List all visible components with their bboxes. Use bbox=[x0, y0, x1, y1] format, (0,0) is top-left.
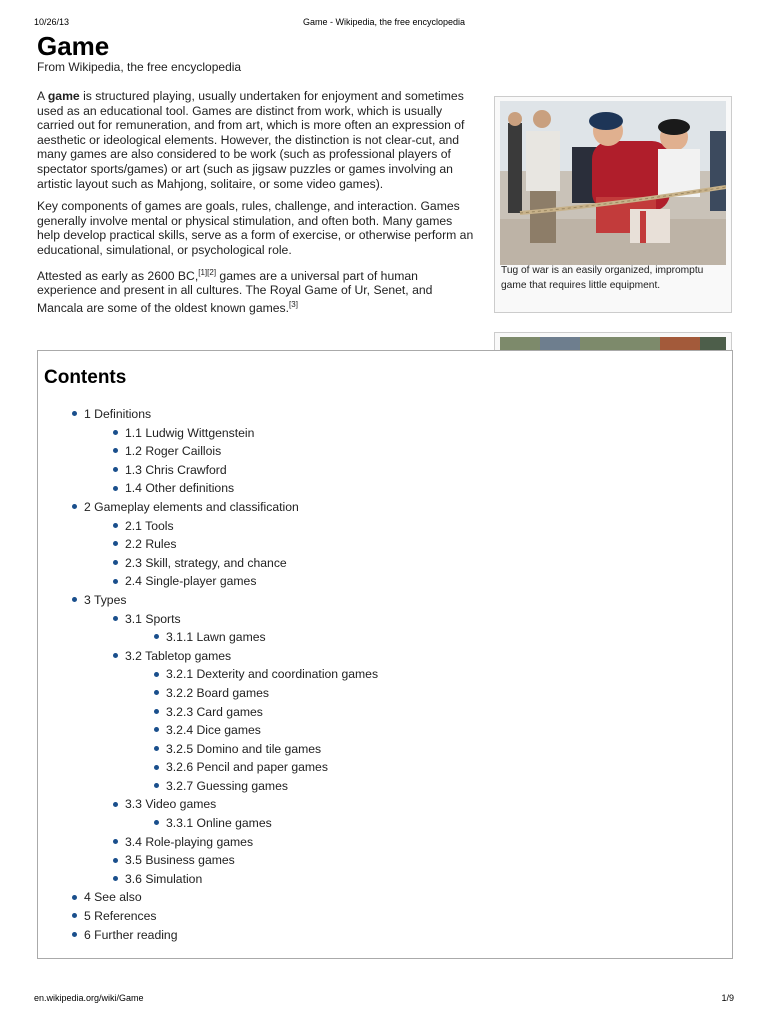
toc-link-label: 1.3 Chris Crawford bbox=[125, 462, 227, 477]
toc-link-label: 3.2.3 Card games bbox=[166, 704, 263, 719]
toc-link[interactable] bbox=[38, 424, 378, 443]
bullet-icon bbox=[113, 448, 118, 453]
table-of-contents bbox=[37, 350, 733, 959]
toc-item bbox=[38, 424, 378, 443]
toc-sublist bbox=[38, 628, 378, 647]
intro-paragraph-2: Key components of games are goals, rules, challenge, and interaction. Games generally involve mental or physical stimulation, and often both. Many games help develop practical skills, serve as a form of exercise, or otherwise perform an educational, simulational, or psychological role. bbox=[37, 199, 474, 257]
toc-link-label: 1.4 Other definitions bbox=[125, 481, 235, 496]
toc-item bbox=[38, 665, 378, 684]
bullet-icon bbox=[113, 579, 118, 584]
bullet-icon bbox=[113, 653, 118, 658]
bullet-icon bbox=[113, 541, 118, 546]
toc-item bbox=[38, 461, 378, 480]
toc-item bbox=[38, 498, 378, 591]
toc-heading: Contents bbox=[44, 367, 127, 388]
toc-item bbox=[38, 758, 378, 777]
reference-link[interactable]: [1][2] bbox=[198, 267, 217, 277]
bullet-icon bbox=[113, 560, 118, 565]
tagline: From Wikipedia, the free encyclopedia bbox=[37, 60, 242, 74]
toc-link-label: 3.2.7 Guessing games bbox=[166, 778, 288, 793]
bullet-icon bbox=[113, 486, 118, 491]
toc-item bbox=[38, 572, 378, 591]
toc-link[interactable] bbox=[38, 572, 378, 591]
bold-term: game bbox=[47, 89, 80, 103]
tug-of-war-image[interactable] bbox=[500, 101, 726, 265]
toc-link-label: 4 See also bbox=[84, 890, 142, 905]
bullet-icon bbox=[72, 895, 77, 900]
toc-item bbox=[38, 405, 378, 498]
toc-link-label: 2.3 Skill, strategy, and chance bbox=[125, 555, 287, 570]
toc-link[interactable] bbox=[38, 647, 378, 666]
bullet-icon bbox=[113, 839, 118, 844]
toc-link[interactable] bbox=[38, 740, 378, 759]
bullet-icon bbox=[72, 504, 77, 509]
bullet-icon bbox=[154, 672, 159, 677]
toc-item bbox=[38, 814, 378, 833]
toc-link-label: 1.1 Ludwig Wittgenstein bbox=[125, 425, 255, 440]
toc-item bbox=[38, 517, 378, 536]
toc-item bbox=[38, 888, 378, 907]
toc-link[interactable] bbox=[38, 684, 378, 703]
print-page-number: 1/9 bbox=[721, 993, 734, 1003]
toc-link-label: 2.1 Tools bbox=[125, 518, 174, 533]
toc-link-label: 3.2.2 Board games bbox=[166, 685, 269, 700]
toc-link[interactable] bbox=[38, 833, 378, 852]
bullet-icon bbox=[154, 783, 159, 788]
toc-link-label: 2.2 Rules bbox=[125, 537, 177, 552]
toc-link[interactable] bbox=[38, 907, 378, 926]
toc-link-label: 3.2 Tabletop games bbox=[125, 648, 232, 663]
toc-link-label: 6 Further reading bbox=[84, 927, 178, 942]
toc-item bbox=[38, 554, 378, 573]
print-url: en.wikipedia.org/wiki/Game bbox=[34, 993, 144, 1003]
bullet-icon bbox=[72, 913, 77, 918]
toc-item bbox=[38, 721, 378, 740]
reference-link[interactable]: [3] bbox=[289, 299, 298, 309]
toc-link[interactable] bbox=[38, 610, 378, 629]
toc-link-label: 3.2.4 Dice games bbox=[166, 723, 261, 738]
toc-item bbox=[38, 907, 378, 926]
bullet-icon bbox=[113, 467, 118, 472]
toc-link[interactable] bbox=[38, 554, 378, 573]
toc-item bbox=[38, 535, 378, 554]
bullet-icon bbox=[154, 709, 159, 714]
toc-item bbox=[38, 647, 378, 796]
toc-item bbox=[38, 610, 378, 647]
toc-link-label: 1 Definitions bbox=[84, 407, 152, 421]
toc-link-label: 5 References bbox=[84, 909, 157, 924]
toc-item bbox=[38, 926, 378, 945]
bullet-icon bbox=[154, 690, 159, 695]
print-header bbox=[0, 17, 768, 31]
toc-sublist bbox=[38, 610, 378, 889]
figure-caption: Tug of war is an easily organized, impromptu game that requires little equipment. bbox=[501, 265, 704, 291]
page-title: Game bbox=[37, 31, 110, 61]
toc-link[interactable] bbox=[38, 703, 378, 722]
bullet-icon bbox=[154, 727, 159, 732]
toc-sublist bbox=[38, 665, 378, 795]
bullet-icon bbox=[154, 820, 159, 825]
toc-link[interactable] bbox=[38, 461, 378, 480]
bullet-icon bbox=[113, 876, 118, 881]
intro-paragraph-3: Attested as early as 2600 BC,[1][2] games are a universal part of human experience and present in all cultures. The Royal Game of Ur, Senet, and Mancala are some of the oldest known games.[3] bbox=[37, 267, 433, 315]
toc-link-label: 3 Types bbox=[84, 592, 127, 607]
toc-item bbox=[38, 479, 378, 498]
toc-link-label: 3.2.6 Pencil and paper games bbox=[166, 760, 328, 775]
toc-link[interactable] bbox=[38, 517, 378, 536]
bullet-icon bbox=[154, 634, 159, 639]
bullet-icon bbox=[154, 765, 159, 770]
toc-link-label: 2 Gameplay elements and classification bbox=[84, 499, 299, 514]
toc-link[interactable] bbox=[38, 442, 378, 461]
toc-sublist bbox=[38, 814, 378, 833]
toc-link[interactable] bbox=[38, 888, 378, 907]
toc-link[interactable] bbox=[38, 795, 378, 814]
article-intro bbox=[37, 89, 477, 323]
toc-link-label: 3.1.1 Lawn games bbox=[166, 630, 266, 645]
toc-item bbox=[38, 833, 378, 852]
bullet-icon bbox=[113, 523, 118, 528]
toc-link-label: 3.2.1 Dexterity and coordination games bbox=[166, 667, 379, 682]
toc-item bbox=[38, 851, 378, 870]
toc-item bbox=[38, 684, 378, 703]
toc-item bbox=[38, 777, 378, 796]
toc-link[interactable] bbox=[38, 721, 378, 740]
toc-item bbox=[38, 795, 378, 832]
toc-link[interactable] bbox=[38, 851, 378, 870]
toc-link[interactable] bbox=[38, 479, 378, 498]
print-doc-title: Game - Wikipedia, the free encyclopedia bbox=[302, 17, 466, 27]
print-date: 10/26/13 bbox=[34, 17, 70, 27]
toc-link-label: 2.4 Single-player games bbox=[125, 574, 257, 589]
bullet-icon bbox=[154, 746, 159, 751]
toc-link-label: 3.3 Video games bbox=[125, 797, 217, 812]
toc-item bbox=[38, 870, 378, 889]
toc-link-label: 1.2 Roger Caillois bbox=[125, 444, 222, 459]
figure-tug-of-war bbox=[494, 96, 732, 313]
toc-link[interactable] bbox=[38, 591, 378, 610]
toc-link[interactable] bbox=[38, 498, 378, 517]
toc-link[interactable] bbox=[38, 777, 378, 796]
bullet-icon bbox=[72, 411, 77, 416]
toc-item bbox=[38, 740, 378, 759]
bullet-icon bbox=[72, 597, 77, 602]
toc-item bbox=[38, 703, 378, 722]
bullet-icon bbox=[72, 932, 77, 937]
toc-item bbox=[38, 628, 378, 647]
intro-paragraph-1: A game is structured playing, usually undertaken for enjoyment and sometimes used as an educational tool. Games are distinct from work, which is usually carried out for remuneration, and from art, which is more often an expression of aesthetic or ideological elements. However, the distinction is not clear-cut, and many games are also considered to be work (such as professional players of spectator sports/games) or art (such as jigsaw puzzles or games involving an artistic layout such as Mahjong, solitaire, or some video games). bbox=[37, 89, 465, 191]
toc-link[interactable] bbox=[38, 405, 378, 424]
toc-link[interactable] bbox=[38, 814, 378, 833]
toc-link[interactable] bbox=[38, 628, 378, 647]
toc-link[interactable] bbox=[38, 535, 378, 554]
bullet-icon bbox=[113, 802, 118, 807]
toc-link[interactable] bbox=[38, 758, 378, 777]
toc-sublist bbox=[38, 517, 378, 591]
toc-item bbox=[38, 442, 378, 461]
toc-link[interactable] bbox=[38, 665, 378, 684]
bullet-icon bbox=[113, 616, 118, 621]
bullet-icon bbox=[113, 430, 118, 435]
bullet-icon bbox=[113, 858, 118, 863]
toc-link[interactable] bbox=[38, 926, 378, 945]
toc-link-label: 3.5 Business games bbox=[125, 853, 235, 868]
toc-item bbox=[38, 591, 378, 889]
toc-link-label: 3.4 Role-playing games bbox=[125, 834, 254, 849]
toc-link-label: 3.2.5 Domino and tile games bbox=[166, 741, 322, 756]
toc-link-label: 3.3.1 Online games bbox=[166, 816, 272, 831]
toc-link-label: 3.6 Simulation bbox=[125, 871, 203, 886]
toc-sublist bbox=[38, 424, 378, 498]
toc-link[interactable] bbox=[38, 870, 378, 889]
toc-link-label: 3.1 Sports bbox=[125, 611, 181, 626]
toc-list bbox=[38, 405, 378, 944]
